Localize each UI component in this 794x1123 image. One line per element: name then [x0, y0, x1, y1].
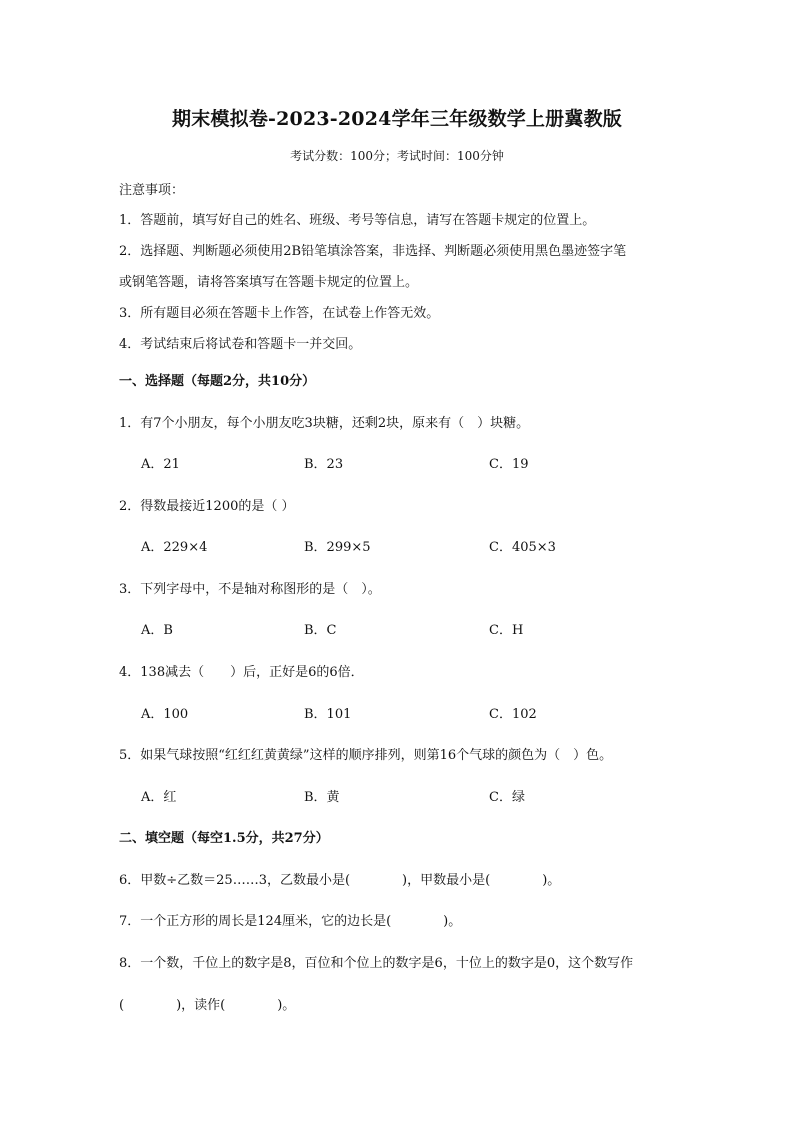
notice-item: 1．答题前，填写好自己的姓名、班级、考号等信息，请写在答题卡规定的位置上。 [119, 213, 596, 228]
question-stem: 4．138减去（ ）后，正好是6的6倍． [119, 665, 364, 680]
question-stem: 1．有7个小朋友，每个小朋友吃3块糖，还剩2块，原来有（ ）块糖。 [119, 416, 530, 431]
exam-title: 期末模拟卷-2023-2024学年三年级数学上册冀教版 [172, 108, 622, 130]
question-stem: 2．得数最接近1200的是（ ） [119, 499, 295, 514]
question-stem: 6．甲数÷乙数＝25……3，乙数最小是( )，甲数最小是( )。 [119, 873, 561, 888]
option-b: B．黄 [304, 790, 340, 805]
notice-item: 或钢笔答题，请将答案填写在答题卡规定的位置上。 [119, 275, 419, 290]
option-a: A．B [141, 623, 173, 638]
notice-item: 3．所有题目必须在答题卡上作答，在试卷上作答无效。 [119, 306, 440, 321]
option-b: B．C [304, 623, 337, 638]
exam-subtitle: 考试分数：100分；考试时间：100分钟 [290, 149, 504, 163]
option-b: B．101 [304, 707, 352, 722]
option-a: A．21 [141, 457, 180, 472]
question-stem: 7．一个正方形的周长是124厘米，它的边长是( )。 [119, 914, 462, 929]
option-a: A．229×4 [141, 540, 208, 555]
question-stem: ( )，读作( )。 [119, 998, 296, 1013]
question-stem: 5．如果气球按照“红红红黄黄绿”这样的顺序排列，则第16个气球的颜色为（ ）色。 [119, 748, 613, 763]
question-stem: 3．下列字母中，不是轴对称图形的是（ ）。 [119, 582, 381, 597]
notice-item: 2．选择题、判断题必须使用2B铅笔填涂答案，非选择、判断题必须使用黑色墨迹签字笔 [119, 244, 627, 259]
option-c: C．H [489, 623, 524, 638]
option-b: B．23 [304, 457, 344, 472]
option-c: C．19 [489, 457, 529, 472]
question-stem: 8．一个数，千位上的数字是8，百位和个位上的数字是6，十位上的数字是0，这个数写作 [119, 956, 634, 971]
section-heading-fill: 二、填空题（每空1.5分，共27分） [119, 831, 329, 846]
option-a: A．100 [141, 707, 189, 722]
option-a: A．红 [141, 790, 177, 805]
option-b: B．299×5 [304, 540, 371, 555]
option-c: C．405×3 [489, 540, 556, 555]
notice-item: 4．考试结束后将试卷和答题卡一并交回。 [119, 337, 362, 352]
section-heading-choice: 一、选择题（每题2分，共10分） [119, 374, 316, 389]
option-c: C．102 [489, 707, 537, 722]
notice-heading: 注意事项： [119, 183, 185, 198]
option-c: C．绿 [489, 790, 525, 805]
